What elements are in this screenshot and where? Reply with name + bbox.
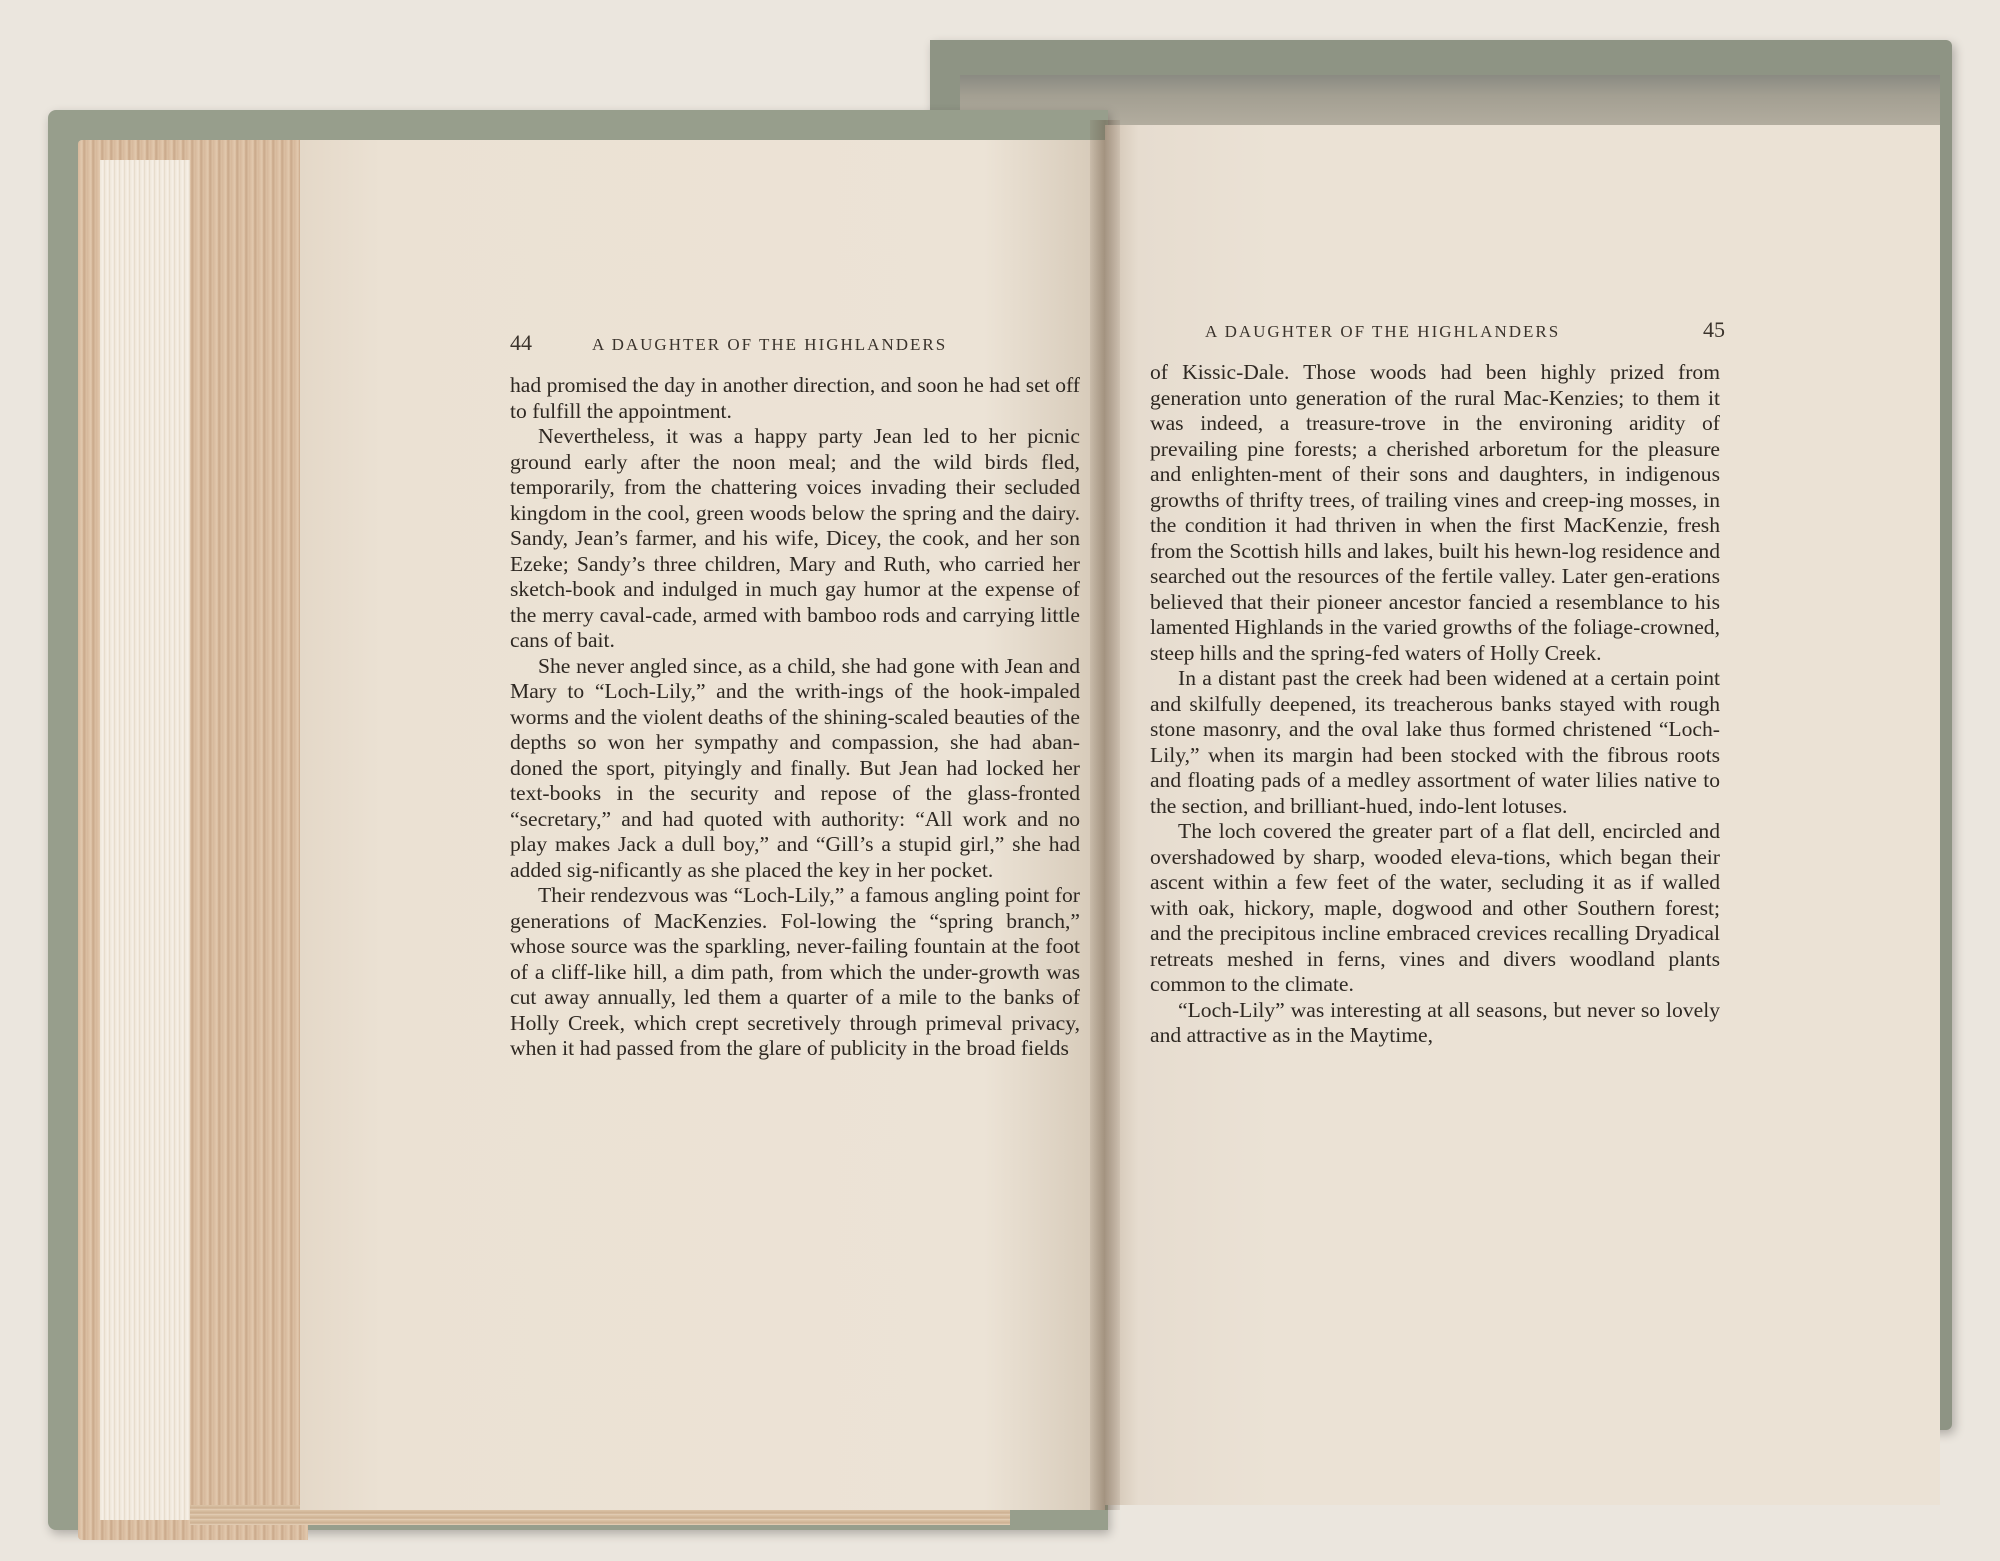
left-page-header	[510, 330, 1080, 356]
right-page-text	[1150, 360, 1720, 1049]
page-stack-inner-edge	[100, 160, 190, 1520]
right-paragraph: of Kissic-Dale. Those woods had been highly prized from generation unto generation of the rural Mac-Kenzies; to them it was indeed, a treasure-trove in the environing aridity of prevailing pine forests; a cherished arboretum for the pleasure and enlighten-ment of their sons and daughters, in indigenous growths of thrifty trees, of trailing vines and creep-ing mosses, in the condition it had thriven in when the first MacKenzie, fresh from the Scottish hills and lakes, built his hewn-log residence and searched out the resources of the fertile valley. Later gen-erations believed that their pioneer ancestor fancied a resemblance to his lamented Highlands in the varied growths of the foliage-crowned, steep hills and the spring-fed waters of Holly Creek.	[1150, 360, 1720, 665]
right-paragraph: In a distant past the creek had been widened at a certain point and skilfully deepened, its treacherous banks stayed with rough stone masonry, and the oval lake thus formed christened “Loch-Lily,” when its margin had been stocked with the fibrous roots and floating pads of a medley assortment of water lilies native to the section, and brilliant-hued, indo-lent lotuses.	[1150, 666, 1720, 818]
left-paragraph: Nevertheless, it was a happy party Jean led to her picnic ground early after the noon meal; and the wild birds fled, temporarily, from the chattering voices invading their secluded kingdom in the cool, green woods below the spring and the dairy. Sandy, Jean’s farmer, and his wife, Dicey, the cook, and her son Ezeke; Sandy’s three children, Mary and Ruth, who carried her sketch-book and indulged in much gay humor at the expense of the merry caval-cade, armed with bamboo rods and carrying little cans of bait.	[510, 424, 1080, 652]
right-paragraph: The loch covered the greater part of a flat dell, encircled and overshadowed by sharp, wooded eleva-tions, which began their ascent within a few feet of the water, secluding it as if walled with oak, hickory, maple, dogwood and other Southern forest; and the precipitous incline embraced crevices recalling Dryadical retreats meshed in ferns, vines and divers woodland plants common to the climate.	[1150, 819, 1720, 996]
left-page-text	[510, 373, 1080, 1062]
right-paragraph: “Loch-Lily” was interesting at all seasons, but never so lovely and attractive as in the Maytime,	[1150, 997, 1720, 1047]
left-running-head: A DAUGHTER OF THE HIGHLANDERS	[592, 335, 948, 354]
book-gutter	[1090, 120, 1120, 1510]
right-page-header	[1205, 317, 1725, 343]
right-running-head: A DAUGHTER OF THE HIGHLANDERS	[1205, 322, 1561, 341]
left-paragraph: Their rendezvous was “Loch-Lily,” a famous angling point for generations of MacKenzies. Fol-lowing the “spring branch,” whose source was the sparkling, never-failing fountain at the foot of a cliff-like hill, a dim path, from which the under-growth was cut away annually, led them a quarter of a mile to the banks of Holly Creek, which crept secretively through primeval privacy, when it had passed from the glare of publicity in the broad fields	[510, 883, 1080, 1060]
left-paragraph: She never angled since, as a child, she had gone with Jean and Mary to “Loch-Lily,” and the writh-ings of the hook-impaled worms and the violent deaths of the shining-scaled beauties of the depths so won her sympathy and compassion, she had aban-doned the sport, pityingly and finally. But Jean had locked her text-books in the security and repose of the glass-fronted “secretary,” and had quoted with authority: “All work and no play makes Jack a dull boy,” and “Gill’s a stupid girl,” she had added sig-nificantly as she placed the key in her pocket.	[510, 653, 1080, 882]
right-page-number: 45	[1703, 317, 1725, 342]
left-paragraph: had promised the day in another direction, and soon he had set off to fulfill the appointment.	[510, 373, 1080, 423]
left-page-number: 44	[510, 330, 532, 355]
